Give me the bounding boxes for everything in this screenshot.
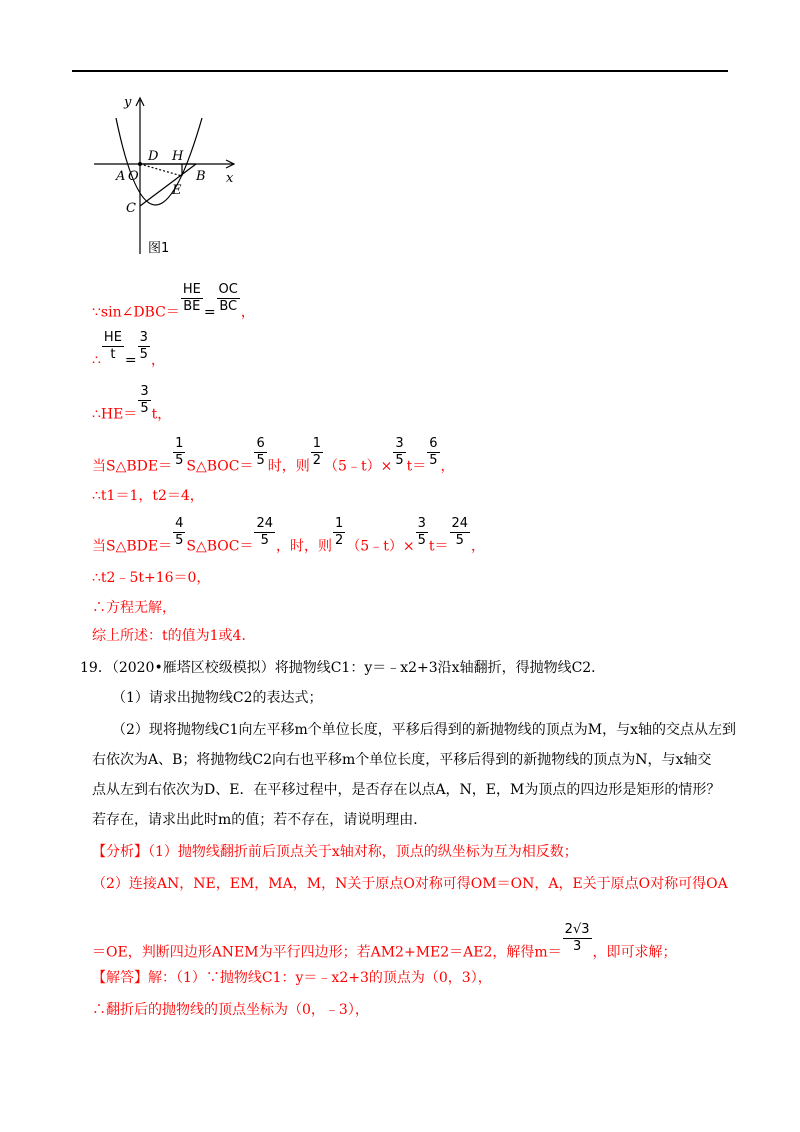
problem-part2-line2: 右依次为A、B；将抛物线C2向右也平移m个单位长度，平移后得到的新抛物线的顶点为N，与x轴交: [92, 752, 712, 768]
label-B: B: [196, 169, 206, 184]
problem-part2-line3: 点从左到右依次为D、E．在平移过程中，是否存在以点A，N，E，M为顶点的四边形是矩形的情形？: [92, 782, 721, 798]
line-no-solution: ∴方程无解，: [92, 600, 176, 616]
problem-part1: （1）请求出抛物线C2的表达式；: [112, 690, 323, 706]
answer-1: 【解答】解：（1）∵抛物线C1：y＝﹣x2+3的顶点为（0，3），: [92, 970, 492, 986]
problem-part2-line1: （2）现将抛物线C1向左平移m个单位长度，平移后得到的新抛物线的顶点为M，与x轴的交点从左到: [112, 722, 737, 738]
label-H: H: [172, 149, 184, 164]
analysis-3: ＝OE，判断四边形ANEM为平行四边形；若AM2+ME2＝AE2，解得m＝ $\frac{2√3}{3}$ ，即可求解；: [92, 922, 677, 961]
label-x: x: [226, 171, 234, 186]
analysis-1: 【分析】（1）抛物线翻折前后顶点关于x轴对称，顶点的纵坐标为互为相反数；: [92, 844, 578, 860]
header-rule: [72, 70, 728, 72]
label-O: O: [128, 169, 139, 184]
figure-caption: 图1: [148, 241, 170, 256]
label-y: y: [124, 95, 132, 110]
segment-CB: [140, 164, 196, 206]
line-equation: ∴t2﹣5t+16＝0，: [92, 570, 211, 586]
label-E: E: [172, 183, 182, 198]
segment-DE: [140, 164, 182, 176]
line-t-values: ∴t1＝1，t2＝4，: [92, 488, 204, 504]
line-case1: 当S△BDE＝ $\frac{1}{5}$ S△BOC＝ $\frac{6}{5}$ 时，则 $\frac{1}{2}$ （5﹣t）× $\frac{3}{5}$ t＝ $\frac{6}{5}$ ，: [92, 436, 455, 475]
line-sin: ∵sin∠DBC＝ $\frac{HE}{BE}$ = $\frac{OC}{BC}$ ，: [92, 282, 255, 321]
label-C: C: [126, 201, 136, 216]
analysis-2: （2）连接AN，NE，EM，MA，M，N关于原点O对称可得OM＝ON，A，E关于原点O对称可得OA: [92, 876, 728, 892]
line-ratio: ∴ $\frac{HE}{t}$ = $\frac{3}{5}$ ，: [92, 330, 165, 369]
problem-part2-line4: 若存在，请求出此时m的值；若不存在，请说明理由．: [92, 812, 428, 828]
problem-19-title: 19．（2020•雁塔区校级模拟）将抛物线C1：y＝﹣x2+3沿x轴翻折，得抛物线C2．: [80, 660, 606, 676]
label-A: A: [116, 169, 126, 184]
answer-2: ∴翻折后的抛物线的顶点坐标为（0，﹣3），: [92, 1002, 369, 1018]
line-case2: 当S△BDE＝ $\frac{4}{5}$ S△BOC＝ $\frac{24}{5}$ ，时，则 $\frac{1}{2}$ （5﹣t）× $\frac{3}{5}$ t＝ $\frac{24}{5}$ ，: [92, 516, 486, 555]
label-D: D: [148, 149, 159, 164]
parabola-figure: [88, 92, 248, 262]
line-he: ∴HE＝ $\frac{3}{5}$ t，: [92, 384, 172, 423]
line-conclusion: 综上所述：t的值为1或4．: [92, 628, 256, 644]
